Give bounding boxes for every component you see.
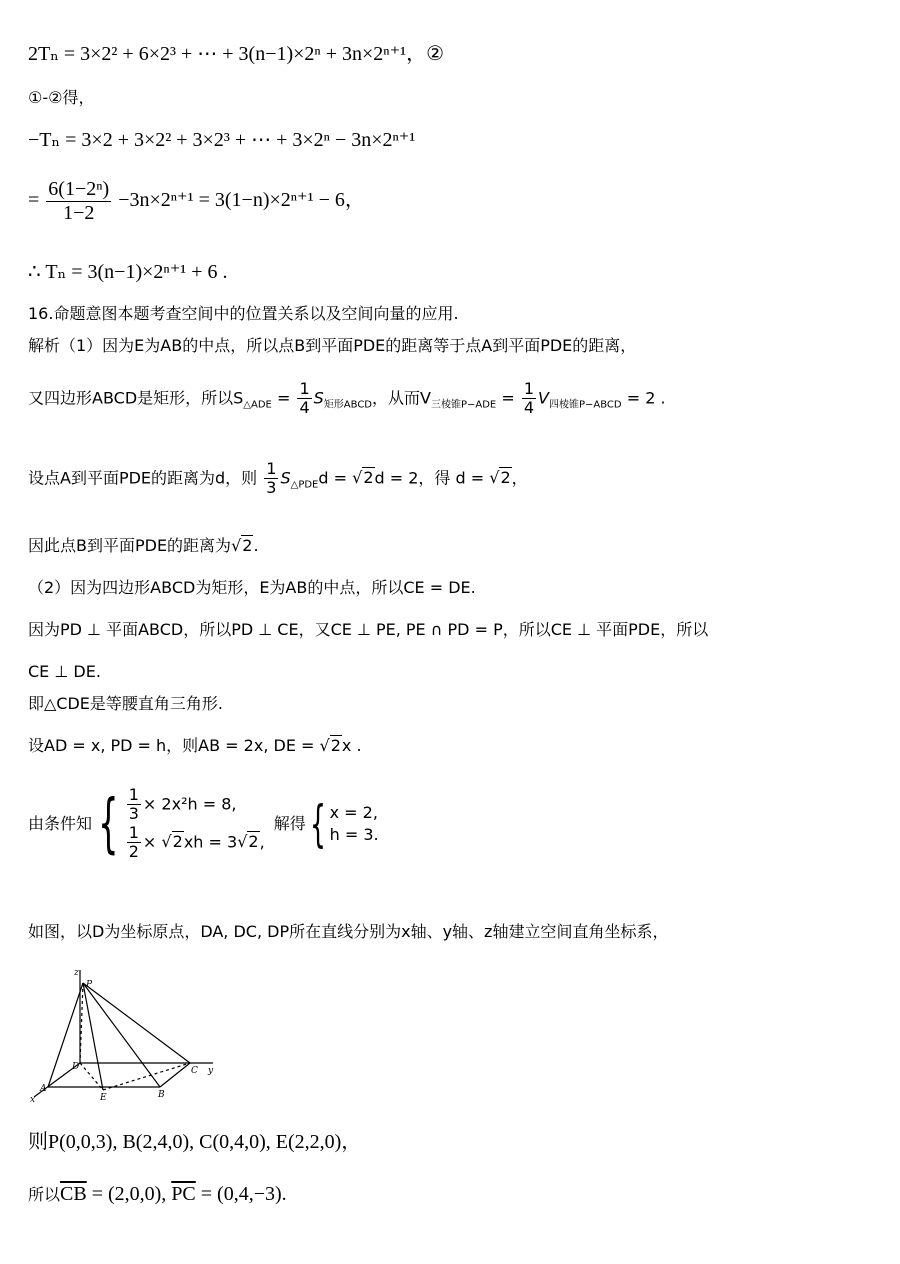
text: S (280, 468, 291, 488)
text-line: （2）因为四边形ABCD为矩形，E为AB的中点，所以CE = DE. (28, 578, 476, 597)
label-a: A (40, 1084, 47, 1094)
text-line: 因为PD ⊥ 平面ABCD，所以PD ⊥ CE，又CE ⊥ PE, PE ∩ PD = P，所以CE ⊥ 平面PDE，所以 (28, 620, 709, 639)
coordinate-figure (28, 965, 228, 1105)
text-line (28, 538, 259, 554)
fraction-numerator: 1 (266, 459, 277, 478)
text: V (538, 388, 549, 408)
vector-pc: $\overline{PC}$ (171, 1183, 196, 1205)
fraction-numerator: 1 (299, 379, 310, 398)
equation-line (28, 460, 528, 498)
label-d: D (72, 1062, 80, 1072)
text: 所以 (28, 1185, 61, 1204)
equation-line (28, 380, 666, 418)
text: 设AD = x, PD = h，则AB = 2x, DE = (28, 736, 320, 755)
text: . (253, 536, 259, 555)
sqrt: √2 (319, 736, 341, 755)
label-c: C (191, 1066, 198, 1076)
text: = (501, 388, 515, 408)
equation-system (28, 786, 379, 862)
label-p: P (86, 980, 93, 990)
text: 又四边形ABCD是矩形，所以S (28, 388, 244, 408)
fraction-denominator: 1−2 (63, 202, 95, 224)
text-line: 解析（1）因为E为AB的中点，所以点B到平面PDE的距离等于点A到平面PDE的距离， (28, 336, 637, 355)
left-brace: { (98, 786, 119, 861)
label-z: z (74, 968, 79, 978)
label-y: y (208, 1066, 214, 1076)
sqrt: √2 (231, 536, 253, 555)
subscript: 四棱锥P−ABCD (548, 399, 622, 411)
subscript: △ADE (243, 399, 272, 411)
equation-line: 2Tₙ = 3×2² + 6×2³ + ⋯ + 3(n−1)×2ⁿ + 3n×2ⁿ⁺¹，② (28, 43, 445, 65)
fraction-denominator: 4 (523, 398, 535, 418)
sqrt: √2 (352, 468, 374, 488)
text-line: 如图，以D为坐标原点，DA, DC, DP所在直线分别为x轴、y轴、z轴建立空间直角坐标系， (28, 922, 669, 941)
equation-text: −3n×2ⁿ⁺¹ = 3(1−n)×2ⁿ⁺¹ − 6， (118, 189, 365, 212)
text: d = (318, 468, 353, 488)
equation-line: −Tₙ = 3×2 + 3×2² + 3×2³ + ⋯ + 3×2ⁿ − 3n×2ⁿ⁺¹ (28, 129, 416, 151)
text: d = 2，得 d = (374, 468, 490, 488)
text-line: 16.命题意图本题考查空间中的位置关系以及空间向量的应用. (28, 304, 459, 323)
text: = (2,0,0), (86, 1183, 172, 1205)
subscript: 三棱锥P−ADE (430, 399, 497, 411)
text-line: CE ⊥ DE. (28, 662, 101, 681)
sqrt: √2 (489, 468, 511, 488)
text: 由条件知 (28, 813, 93, 833)
text: = (0,4,−3). (195, 1183, 287, 1205)
equation-line: ∴ Tₙ = 3(n−1)×2ⁿ⁺¹ + 6 . (28, 261, 228, 283)
text: S (313, 388, 324, 408)
text-line: ①-②得， (28, 88, 95, 107)
fraction-numerator: 6(1−2ⁿ) (48, 178, 110, 200)
label-b: B (158, 1090, 165, 1100)
text: 设点A到平面PDE的距离为d，则 (28, 468, 258, 488)
left-brace: { (309, 794, 326, 853)
equation-line (28, 1184, 287, 1204)
label-x: x (30, 1095, 36, 1105)
system-left: $\frac{1}{3}$ × 2x²h = 8, $\frac{1}{2}$ × √2xh = 3√2, (128, 785, 265, 862)
text: ， (511, 468, 528, 488)
text: x . (341, 736, 362, 755)
fraction-denominator: 4 (299, 398, 310, 418)
fraction-denominator: 3 (266, 478, 277, 498)
vector-cb: $\overline{CB}$ (60, 1183, 87, 1205)
equation-line (28, 738, 362, 754)
subscript: 矩形ABCD (323, 399, 373, 411)
subscript: △PDE (290, 479, 319, 491)
text-line: 即△CDE是等腰直角三角形. (28, 694, 223, 713)
text: = (276, 388, 291, 408)
label-e: E (100, 1093, 107, 1103)
text: = 2 . (626, 388, 666, 408)
fraction-numerator: 1 (523, 379, 535, 398)
equation-line: = $\frac{\text{6(1−2ⁿ)}}{1-2}$ −3n×2ⁿ⁺¹ = 3(1−n)×2ⁿ⁺¹ − 6， (28, 178, 365, 224)
equation-line: 则P(0,0,3), B(2,4,0), C(0,4,0), E(2,2,0)， (28, 1131, 362, 1153)
system-right: x = 2, h = 3. (329, 803, 379, 844)
text: 解得 (273, 813, 306, 833)
text: ，从而V (372, 388, 431, 408)
text: 因此点B到平面PDE的距离为 (28, 536, 232, 555)
